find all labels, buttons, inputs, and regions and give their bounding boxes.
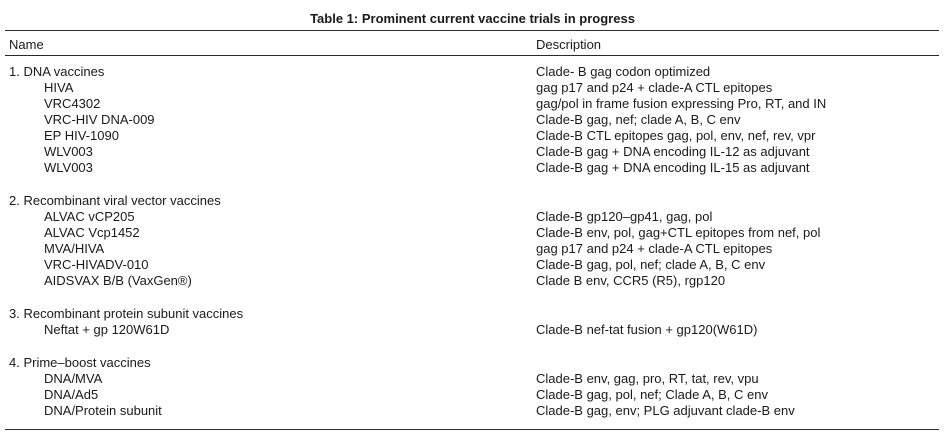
- group-heading-prime-boost: 4. Prime–boost vaccines: [9, 355, 151, 370]
- row-description: Clade-B nef-tat fusion + gp120(W61D): [536, 322, 758, 337]
- row-description: gag/pol in frame fusion expressing Pro, RT, and IN: [536, 96, 827, 111]
- row-description: Clade-B env, pol, gag+CTL epitopes from nef, pol: [536, 225, 821, 240]
- row-name: WLV003: [44, 144, 93, 159]
- row-description: Clade B env, CCR5 (R5), rgp120: [536, 273, 726, 288]
- row-description: gag p17 and p24 + clade-A CTL epitopes: [536, 80, 773, 95]
- row-description: Clade-B env, gag, pro, RT, tat, rev, vpu: [536, 371, 759, 386]
- row-name: VRC-HIVADV-010: [44, 257, 149, 272]
- row-description: Clade-B gag, pol, nef; clade A, B, C env: [536, 257, 766, 272]
- row-name: Neftat + gp 120W61D: [44, 322, 170, 337]
- row-name: WLV003: [44, 160, 93, 175]
- row-name: DNA/MVA: [44, 371, 103, 386]
- row-name: EP HIV-1090: [44, 128, 119, 143]
- group-heading-dna-vaccines: 1. DNA vaccines: [9, 64, 105, 79]
- row-name: ALVAC vCP205: [44, 209, 135, 224]
- group-heading-recombinant-viral-vector: 2. Recombinant viral vector vaccines: [9, 193, 221, 208]
- row-name: DNA/Protein subunit: [44, 403, 162, 418]
- row-description: Clade-B gp120–gp41, gag, pol: [536, 209, 713, 224]
- row-name: ALVAC Vcp1452: [44, 225, 140, 240]
- row-description: Clade-B CTL epitopes gag, pol, env, nef, rev, vpr: [536, 128, 816, 143]
- row-description: gag p17 and p24 + clade-A CTL epitopes: [536, 241, 773, 256]
- row-description: Clade-B gag, pol, nef; Clade A, B, C env: [536, 387, 768, 402]
- row-name: MVA/HIVA: [44, 241, 105, 256]
- table-top-rule: [5, 30, 939, 31]
- row-description: Clade- B gag codon optimized: [536, 64, 711, 79]
- column-header-description: Description: [536, 37, 602, 52]
- row-name: DNA/Ad5: [44, 387, 99, 402]
- column-header-name: Name: [9, 37, 44, 52]
- row-description: Clade-B gag + DNA encoding IL-12 as adjuvant: [536, 144, 810, 159]
- row-description: Clade-B gag, nef; clade A, B, C env: [536, 112, 741, 127]
- table-bottom-rule: [5, 429, 939, 430]
- row-name: VRC-HIV DNA-009: [44, 112, 155, 127]
- row-name: HIVA: [44, 80, 74, 95]
- header-rule: [5, 55, 939, 56]
- row-name: AIDSVAX B/B (VaxGen®): [44, 273, 192, 288]
- row-name: VRC4302: [44, 96, 101, 111]
- row-description: Clade-B gag + DNA encoding IL-15 as adjuvant: [536, 160, 810, 175]
- table-caption: Table 1: Prominent current vaccine trials in progress: [310, 11, 635, 26]
- row-description: Clade-B gag, env; PLG adjuvant clade-B env: [536, 403, 795, 418]
- group-heading-recombinant-protein-subunit: 3. Recombinant protein subunit vaccines: [9, 306, 244, 321]
